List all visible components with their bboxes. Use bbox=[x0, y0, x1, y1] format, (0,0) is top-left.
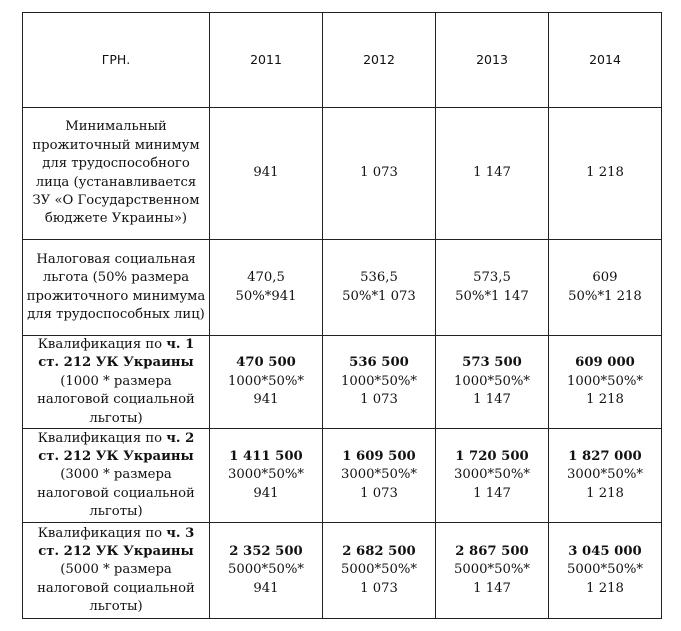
cell-formula-base: 1 147 bbox=[473, 580, 511, 596]
row-label-article: ч. 3 ст. 212 УК Украины bbox=[38, 525, 195, 559]
cell-formula-base: 1 218 bbox=[586, 392, 624, 408]
table-cell bbox=[210, 240, 323, 336]
table-cell bbox=[436, 429, 549, 523]
table-header-row bbox=[23, 13, 662, 108]
table-cell bbox=[323, 429, 436, 523]
cell-formula: 3000*50%* bbox=[453, 467, 531, 483]
header-year-cell bbox=[436, 13, 549, 108]
cell-formula-base: 1 073 bbox=[360, 392, 398, 408]
row-label-article: ч. 2 ст. 212 УК Украины bbox=[38, 430, 195, 464]
cell-formula-base: 1 073 bbox=[360, 580, 398, 596]
cell-value: 1 218 bbox=[586, 165, 624, 181]
row-label-prefix: Квалификация по bbox=[37, 337, 167, 352]
cell-formula-base: 1 218 bbox=[586, 580, 624, 596]
row-label-description: (3000 * размера налоговой социальной льготы) bbox=[37, 467, 195, 520]
cell-formula-base: 941 bbox=[253, 580, 279, 596]
cell-formula: 50%*1 218 bbox=[568, 288, 642, 304]
table-cell bbox=[549, 429, 662, 523]
header-year-label: 2011 bbox=[250, 51, 282, 67]
table-cell bbox=[549, 240, 662, 336]
table-cell bbox=[549, 108, 662, 240]
cell-formula: 1000*50%* bbox=[566, 373, 644, 389]
table-cell bbox=[436, 523, 549, 619]
tax-threshold-table bbox=[22, 12, 662, 619]
row-label-article: ч. 1 ст. 212 УК Украины bbox=[38, 337, 195, 371]
header-year-label: 2012 bbox=[363, 51, 395, 67]
cell-value: 2 682 500 bbox=[342, 543, 416, 559]
cell-formula: 1000*50%* bbox=[227, 373, 305, 389]
cell-value: 1 720 500 bbox=[455, 448, 529, 464]
table-cell bbox=[323, 108, 436, 240]
header-year-label: 2013 bbox=[476, 51, 508, 67]
header-year-cell bbox=[549, 13, 662, 108]
cell-value: 470,5 bbox=[247, 270, 285, 286]
cell-value: 2 867 500 bbox=[455, 543, 529, 559]
table-row-subsistence-minimum bbox=[23, 108, 662, 240]
table-row-qualification-part-2 bbox=[23, 429, 662, 523]
row-label: Минимальный прожиточный минимум для трудоспособного лица (устанавливается ЗУ «О Государственном бюджете Украины») bbox=[32, 119, 200, 227]
cell-value: 1 827 000 bbox=[568, 448, 642, 464]
row-label-description: (1000 * размера налоговой социальной льготы) bbox=[37, 373, 195, 426]
header-year-label: 2014 bbox=[589, 51, 621, 67]
cell-formula: 3000*50%* bbox=[227, 467, 305, 483]
row-label-cell bbox=[23, 429, 210, 523]
table-cell bbox=[436, 108, 549, 240]
cell-formula: 5000*50%* bbox=[453, 562, 531, 578]
table-cell bbox=[549, 336, 662, 429]
row-label-cell bbox=[23, 108, 210, 240]
cell-value: 536,5 bbox=[360, 270, 398, 286]
table-cell bbox=[210, 336, 323, 429]
cell-value: 1 147 bbox=[473, 165, 511, 181]
cell-formula-base: 1 147 bbox=[473, 485, 511, 501]
cell-formula: 3000*50%* bbox=[340, 467, 418, 483]
cell-value: 1 411 500 bbox=[229, 448, 303, 464]
table-cell bbox=[436, 336, 549, 429]
cell-formula: 50%*941 bbox=[235, 288, 297, 304]
row-label-cell bbox=[23, 523, 210, 619]
cell-formula: 5000*50%* bbox=[340, 562, 418, 578]
cell-formula: 5000*50%* bbox=[566, 562, 644, 578]
cell-value: 1 609 500 bbox=[342, 448, 416, 464]
cell-value: 609 000 bbox=[575, 355, 635, 371]
cell-formula-base: 941 bbox=[253, 485, 279, 501]
table-cell bbox=[323, 523, 436, 619]
cell-formula-base: 941 bbox=[253, 392, 279, 408]
cell-value: 573,5 bbox=[473, 270, 511, 286]
table-row-tax-social-benefit bbox=[23, 240, 662, 336]
cell-formula: 1000*50%* bbox=[340, 373, 418, 389]
table-cell bbox=[210, 523, 323, 619]
cell-formula: 5000*50%* bbox=[227, 562, 305, 578]
header-currency-cell bbox=[23, 13, 210, 108]
row-label-prefix: Квалификация по bbox=[37, 525, 167, 541]
header-year-cell bbox=[323, 13, 436, 108]
document-page bbox=[22, 12, 662, 619]
cell-formula-base: 1 073 bbox=[360, 485, 398, 501]
cell-value: 2 352 500 bbox=[229, 543, 303, 559]
row-label-prefix: Квалификация по bbox=[37, 430, 167, 446]
cell-value: 470 500 bbox=[236, 355, 296, 371]
table-cell bbox=[323, 336, 436, 429]
header-year-cell bbox=[210, 13, 323, 108]
table-cell bbox=[549, 523, 662, 619]
cell-value: 573 500 bbox=[462, 355, 522, 371]
cell-value: 536 500 bbox=[349, 355, 409, 371]
row-label-cell bbox=[23, 336, 210, 429]
cell-formula-base: 1 218 bbox=[586, 485, 624, 501]
table-cell bbox=[323, 240, 436, 336]
header-currency-label: ГРН. bbox=[101, 51, 131, 67]
table-row-qualification-part-3 bbox=[23, 523, 662, 619]
cell-value: 941 bbox=[253, 165, 279, 181]
cell-formula: 50%*1 147 bbox=[455, 288, 529, 304]
row-label-description: (5000 * размера налоговой социальной льготы) bbox=[37, 562, 195, 615]
cell-formula: 1000*50%* bbox=[453, 373, 531, 389]
table-cell bbox=[210, 429, 323, 523]
table-cell bbox=[210, 108, 323, 240]
table-row-qualification-part-1 bbox=[23, 336, 662, 429]
table-cell bbox=[436, 240, 549, 336]
cell-formula: 3000*50%* bbox=[566, 467, 644, 483]
cell-formula: 50%*1 073 bbox=[342, 288, 416, 304]
row-label-cell bbox=[23, 240, 210, 336]
cell-value: 3 045 000 bbox=[568, 543, 642, 559]
cell-value: 1 073 bbox=[360, 165, 398, 181]
cell-formula-base: 1 147 bbox=[473, 392, 511, 408]
cell-value: 609 bbox=[592, 270, 618, 286]
row-label: Налоговая социальная льгота (50% размера прожиточного минимума для трудоспособных лиц) bbox=[26, 251, 206, 322]
